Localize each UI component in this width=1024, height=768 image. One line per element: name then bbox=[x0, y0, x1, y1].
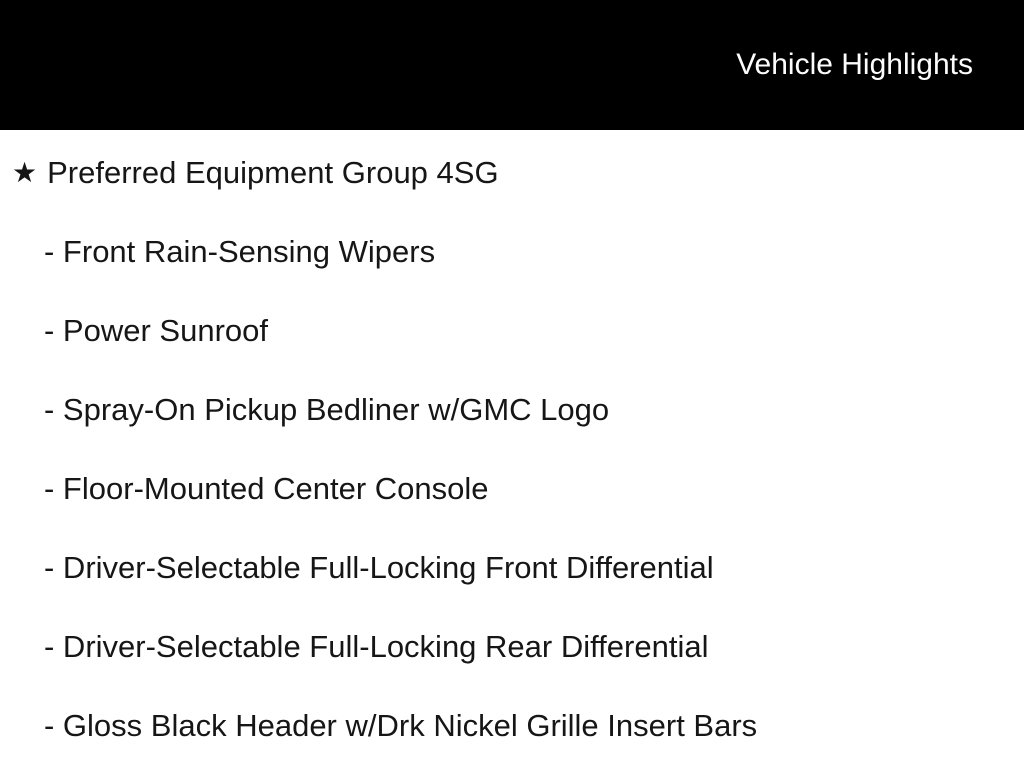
star-bullet-icon: ★ bbox=[12, 155, 38, 189]
list-item: - Driver-Selectable Full-Locking Rear Differential bbox=[44, 629, 709, 664]
highlights-list bbox=[0, 130, 1024, 765]
list-item: - Power Sunroof bbox=[44, 313, 268, 348]
group-label: Preferred Equipment Group 4SG bbox=[47, 155, 499, 190]
list-item-group-heading bbox=[0, 133, 1024, 212]
header-bar bbox=[0, 0, 1024, 130]
list-item: - Driver-Selectable Full-Locking Front Differential bbox=[44, 550, 714, 585]
list-item: - Spray-On Pickup Bedliner w/GMC Logo bbox=[44, 392, 610, 427]
list-item: - Front Rain-Sensing Wipers bbox=[44, 234, 436, 269]
page-title: Vehicle Highlights bbox=[736, 48, 973, 81]
list-item: - Floor-Mounted Center Console bbox=[44, 471, 489, 506]
list-item: - Gloss Black Header w/Drk Nickel Grille Insert Bars bbox=[44, 708, 758, 743]
